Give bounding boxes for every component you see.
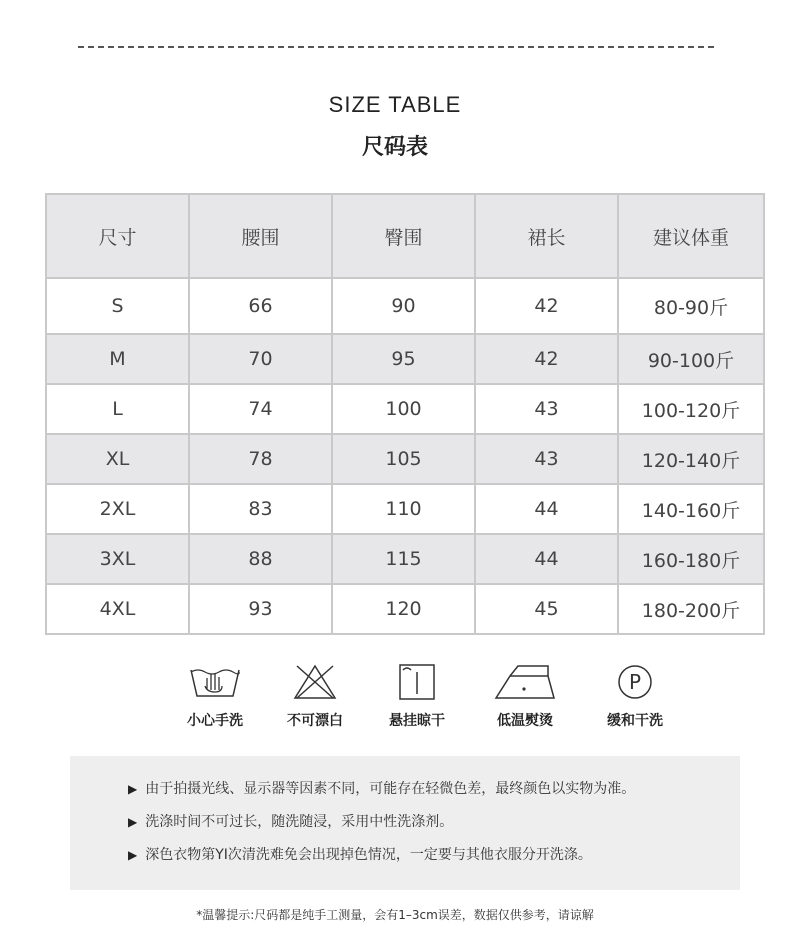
- svg-text:P: P: [628, 670, 642, 694]
- note-item: [128, 844, 592, 864]
- table-row: [46, 278, 764, 334]
- footer-tip: *温馨提示:尺码都是纯手工测量，会有1–3cm误差，数据仅供参考，请谅解: [196, 908, 594, 922]
- cell-weight: 180-200斤: [618, 584, 764, 634]
- hand-wash-icon: [185, 662, 245, 702]
- cell-weight: 80-90斤: [618, 278, 764, 334]
- cell-hip: 90: [332, 278, 475, 334]
- cell-weight: 90-100斤: [618, 334, 764, 384]
- low-iron-icon: [490, 662, 560, 702]
- care-instructions: [160, 662, 680, 742]
- cell-waist: 83: [189, 484, 332, 534]
- cell-length: 43: [475, 384, 618, 434]
- no-bleach-icon: [285, 662, 345, 702]
- care-item-hand-wash: [160, 662, 270, 730]
- table-row: [46, 484, 764, 534]
- cell-length: 42: [475, 278, 618, 334]
- note-item: [128, 778, 635, 798]
- title-english: SIZE TABLE: [328, 92, 462, 117]
- cell-hip: 100: [332, 384, 475, 434]
- cell-size: XL: [46, 434, 189, 484]
- header-suggested-weight: 建议体重: [618, 194, 764, 278]
- care-item-low-iron: [470, 662, 580, 730]
- cell-length: 44: [475, 534, 618, 584]
- care-item-no-bleach: [260, 662, 370, 730]
- cell-size: S: [46, 278, 189, 334]
- note-item: [128, 811, 453, 831]
- cell-weight: 120-140斤: [618, 434, 764, 484]
- cell-length: 44: [475, 484, 618, 534]
- gentle-dry-clean-icon: [605, 662, 665, 702]
- table-row: [46, 584, 764, 634]
- header-size: 尺寸: [46, 194, 189, 278]
- header-waist: 腰围: [189, 194, 332, 278]
- table-header-row: [46, 194, 764, 278]
- care-label: 不可漂白: [287, 713, 343, 729]
- bullet-icon: ▶: [128, 782, 138, 796]
- table-row: [46, 334, 764, 384]
- care-label: 悬挂晾干: [389, 713, 445, 729]
- hang-dry-icon: [387, 662, 447, 702]
- cell-waist: 70: [189, 334, 332, 384]
- cell-waist: 93: [189, 584, 332, 634]
- cell-hip: 120: [332, 584, 475, 634]
- header-skirt-length: 裙长: [475, 194, 618, 278]
- care-item-hang-dry: [362, 662, 472, 730]
- dashed-divider: [78, 46, 714, 48]
- table-row: [46, 384, 764, 434]
- cell-size: 4XL: [46, 584, 189, 634]
- note-text: 由于拍摄光线、显示器等因素不同，可能存在轻微色差，最终颜色以实物为准。: [145, 781, 636, 797]
- cell-size: 2XL: [46, 484, 189, 534]
- cell-waist: 66: [189, 278, 332, 334]
- cell-length: 42: [475, 334, 618, 384]
- table-row: [46, 534, 764, 584]
- cell-weight: 100-120斤: [618, 384, 764, 434]
- cell-size: 3XL: [46, 534, 189, 584]
- cell-size: L: [46, 384, 189, 434]
- bullet-icon: ▶: [128, 848, 138, 862]
- cell-weight: 160-180斤: [618, 534, 764, 584]
- cell-hip: 95: [332, 334, 475, 384]
- cell-weight: 140-160斤: [618, 484, 764, 534]
- cell-length: 45: [475, 584, 618, 634]
- header-hip: 臀围: [332, 194, 475, 278]
- notes-panel: [70, 756, 740, 890]
- size-table: [45, 193, 765, 635]
- cell-hip: 115: [332, 534, 475, 584]
- cell-waist: 78: [189, 434, 332, 484]
- care-label: 缓和干洗: [607, 713, 663, 729]
- care-label: 小心手洗: [187, 713, 243, 729]
- bullet-icon: ▶: [128, 815, 138, 829]
- cell-length: 43: [475, 434, 618, 484]
- cell-hip: 110: [332, 484, 475, 534]
- cell-size: M: [46, 334, 189, 384]
- cell-waist: 74: [189, 384, 332, 434]
- note-text: 洗涤时间不可过长，随洗随浸，采用中性洗涤剂。: [145, 814, 454, 830]
- title-chinese: 尺码表: [361, 135, 428, 160]
- care-item-gentle-dry-clean: [580, 662, 690, 730]
- cell-hip: 105: [332, 434, 475, 484]
- table-row: [46, 434, 764, 484]
- cell-waist: 88: [189, 534, 332, 584]
- note-text: 深色衣物第YI次清洗难免会出现掉色情况，一定要与其他衣服分开洗涤。: [145, 847, 592, 863]
- care-label: 低温熨烫: [497, 713, 553, 729]
